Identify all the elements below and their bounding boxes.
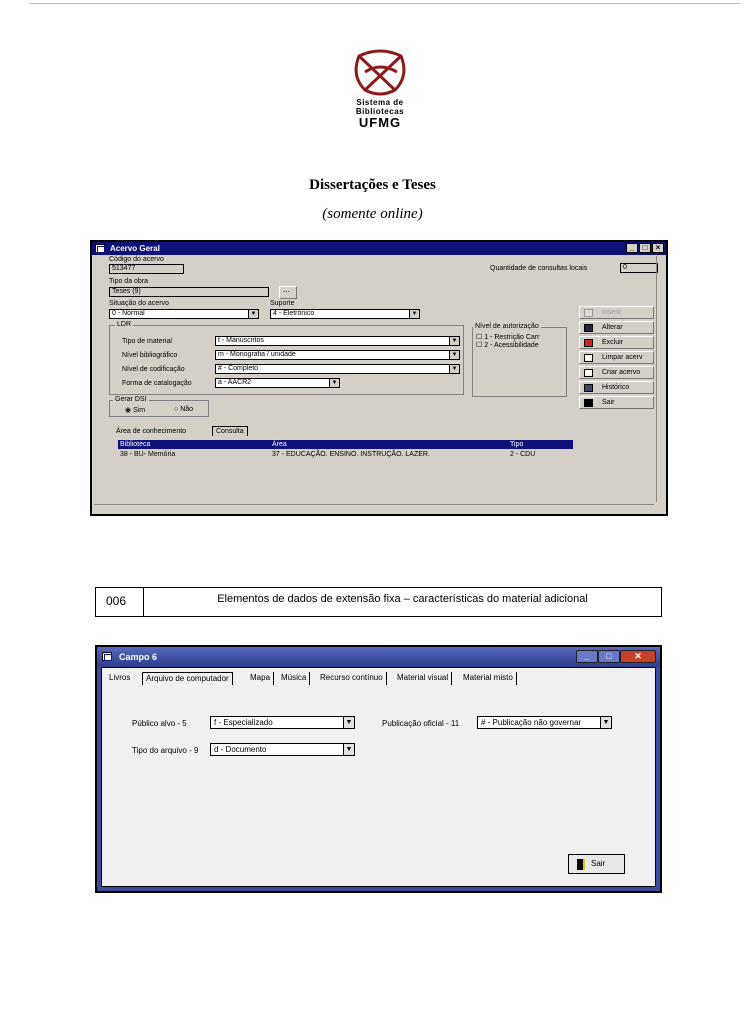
sair-button[interactable] — [579, 396, 654, 409]
gerar-dsi-label: Gerar DSI — [115, 396, 147, 403]
cell-biblioteca: 38 - BU- Memória — [120, 451, 176, 458]
inserir-button[interactable] — [579, 306, 654, 319]
tipo-obra-label: Tipo da obra — [109, 278, 149, 285]
acervo-title: Acervo Geral — [110, 244, 160, 253]
codigo-label: Código do acervo — [109, 256, 164, 263]
maximize-button[interactable]: □ — [598, 650, 620, 663]
autorizacao-option-1[interactable]: ☐ 1 - Restrição Carr — [476, 334, 540, 341]
suporte-label: Suporte — [270, 300, 295, 307]
quantidade-field[interactable]: 0 — [620, 263, 658, 273]
horizontal-scrollbar[interactable] — [94, 504, 654, 512]
grid-header — [118, 440, 573, 449]
chevron-down-icon: ▼ — [329, 379, 339, 387]
field-code: 006 — [96, 588, 144, 616]
header-biblioteca[interactable]: Biblioteca — [120, 441, 151, 448]
chevron-down-icon: ▼ — [409, 310, 419, 318]
chevron-down-icon: ▼ — [449, 351, 459, 359]
limpar-label: Limpar acerv — [602, 354, 643, 361]
criar-button[interactable] — [579, 366, 654, 379]
nivel-codificacao-value: # - Completo — [218, 365, 259, 372]
tipo-material-value: t - Manuscritos — [218, 337, 264, 344]
minimize-button[interactable]: _ — [626, 243, 638, 253]
header-area[interactable]: Área — [272, 441, 287, 448]
field-description: Elementos de dados de extensão fixa – características do material adicional — [217, 593, 588, 605]
publicacao-value: # - Publicação não governar — [481, 718, 582, 727]
autorizacao-option-2-label: 2 - Acessibilidade — [484, 342, 539, 349]
autorizacao-option-2[interactable]: ☐ 2 - Acessibilidade — [476, 342, 539, 349]
ufmg-logo-icon — [345, 48, 415, 98]
document-subtitle: (somente online) — [322, 206, 423, 222]
radio-nao[interactable]: ○ Não — [174, 406, 194, 413]
close-button[interactable]: × — [652, 243, 664, 253]
campo6-title: Campo 6 — [119, 652, 158, 662]
campo6-window — [95, 645, 662, 893]
logo-text — [335, 98, 425, 130]
tab-arquivo-computador[interactable]: Arquivo de computador — [142, 672, 233, 685]
nivel-codificacao-select[interactable] — [215, 364, 460, 374]
window-app-icon — [95, 244, 105, 253]
lookup-button[interactable]: ⋯ — [279, 286, 297, 299]
situacao-select[interactable] — [109, 309, 259, 319]
chevron-down-icon: ▼ — [248, 310, 258, 318]
tipo-obra-field[interactable]: Teses (9) — [109, 287, 269, 297]
exit-door-icon — [584, 399, 593, 407]
chevron-down-icon: ▼ — [449, 337, 459, 345]
tab-livros[interactable]: Livros — [109, 673, 131, 682]
excluir-label: Excluir — [602, 339, 624, 346]
tipo-arquivo-value: d - Documento — [214, 745, 267, 754]
results-grid — [118, 440, 573, 500]
logo-line1: Sistema de — [356, 98, 404, 107]
publico-label: Público alvo - 5 — [132, 719, 187, 728]
delete-icon — [584, 339, 593, 347]
field-006-table — [95, 587, 662, 617]
nivel-bibliografico-label: Nível bibliográfico — [122, 352, 178, 359]
close-button[interactable]: ✕ — [620, 650, 656, 663]
criar-label: Criar acervo — [602, 369, 641, 376]
acervo-window — [90, 240, 668, 516]
publicacao-select[interactable] — [477, 716, 612, 729]
nivel-codificacao-label: Nível de codificação — [122, 366, 185, 373]
tipo-material-label: Tipo de material — [122, 338, 172, 345]
publico-value: f - Especializado — [214, 718, 273, 727]
suporte-select[interactable] — [270, 309, 420, 319]
forma-catalogacao-select[interactable] — [215, 378, 340, 388]
forma-catalogacao-label: Forma de catalogação — [122, 380, 192, 387]
cell-tipo: 2 - CDU — [510, 451, 536, 458]
insert-icon — [584, 309, 593, 317]
vertical-scrollbar[interactable] — [656, 256, 664, 502]
tab-consulta[interactable]: Consulta — [212, 426, 248, 436]
forma-catalogacao-value: a - AACR2 — [218, 379, 252, 386]
situacao-label: Situação do acervo — [109, 300, 169, 307]
document-title: Dissertações e Teses — [309, 177, 436, 193]
suporte-value: 4 - Eletrônico — [273, 310, 315, 317]
tab-area-conhecimento[interactable]: Área de conhecimento — [116, 428, 187, 435]
history-icon — [584, 384, 593, 392]
autorizacao-option-1-label: 1 - Restrição Carr — [484, 334, 540, 341]
tab-musica[interactable]: Música — [278, 672, 310, 685]
header-tipo[interactable]: Tipo — [510, 441, 524, 448]
alterar-label: Alterar — [602, 324, 623, 331]
minimize-button[interactable]: _ — [576, 650, 598, 663]
alterar-button[interactable] — [579, 321, 654, 334]
historico-label: Histórico — [602, 384, 630, 391]
historico-button[interactable] — [579, 381, 654, 394]
sair-label: Sair — [602, 399, 615, 406]
sair-label: Sair — [591, 859, 606, 868]
top-rule — [30, 3, 740, 4]
clear-icon — [584, 354, 593, 362]
tipo-material-select[interactable] — [215, 336, 460, 346]
table-row[interactable] — [118, 450, 573, 459]
logo-line3: UFMG — [358, 115, 402, 130]
tipo-arquivo-select[interactable] — [210, 743, 355, 756]
quantidade-label: Quantidade de consultas locais — [490, 265, 588, 272]
sair-button[interactable] — [568, 854, 625, 874]
campo6-client — [101, 667, 656, 887]
ldr-label: LDR — [117, 321, 132, 328]
acervo-titlebar — [92, 242, 666, 255]
exit-door-icon — [577, 859, 585, 870]
tab-material-misto[interactable]: Material misto — [460, 672, 517, 685]
tipo-arquivo-label: Tipo do arquivo - 9 — [132, 746, 199, 755]
nivel-bibliografico-value: m - Monografia / unidade — [218, 351, 296, 358]
publicacao-label: Publicação oficial - 11 — [382, 719, 460, 728]
chevron-down-icon: ▼ — [449, 365, 459, 373]
window-app-icon — [102, 652, 112, 661]
inserir-label: Inserir — [602, 309, 622, 316]
nivel-bibliografico-select[interactable] — [215, 350, 460, 360]
publico-select[interactable] — [210, 716, 355, 729]
radio-sim-label: Sim — [133, 407, 146, 414]
gerar-dsi-groupbox — [109, 396, 209, 417]
autorizacao-label: Nível de autorização — [475, 323, 539, 330]
create-icon — [584, 369, 593, 377]
chevron-down-icon: ▼ — [343, 717, 354, 728]
chevron-down-icon: ▼ — [600, 717, 611, 728]
tab-material-visual[interactable]: Material visual — [394, 672, 452, 685]
tab-recurso-continuo[interactable]: Recurso contínuo — [317, 672, 387, 685]
tab-mapa[interactable]: Mapa — [247, 672, 274, 685]
radio-nao-label: Não — [180, 406, 194, 413]
situacao-value: 0 - Normal — [112, 310, 145, 317]
limpar-button[interactable] — [579, 351, 654, 364]
edit-icon — [584, 324, 593, 332]
excluir-button[interactable] — [579, 336, 654, 349]
logo-line2: Bibliotecas — [355, 107, 405, 116]
radio-sim[interactable]: ◉ Sim — [125, 407, 146, 414]
chevron-down-icon: ▼ — [343, 744, 354, 755]
cell-area: 37 - EDUCAÇÃO. ENSINO. INSTRUÇÃO. LAZER. — [272, 451, 430, 458]
codigo-field[interactable]: 513477 — [109, 264, 184, 274]
maximize-button[interactable]: □ — [639, 243, 651, 253]
